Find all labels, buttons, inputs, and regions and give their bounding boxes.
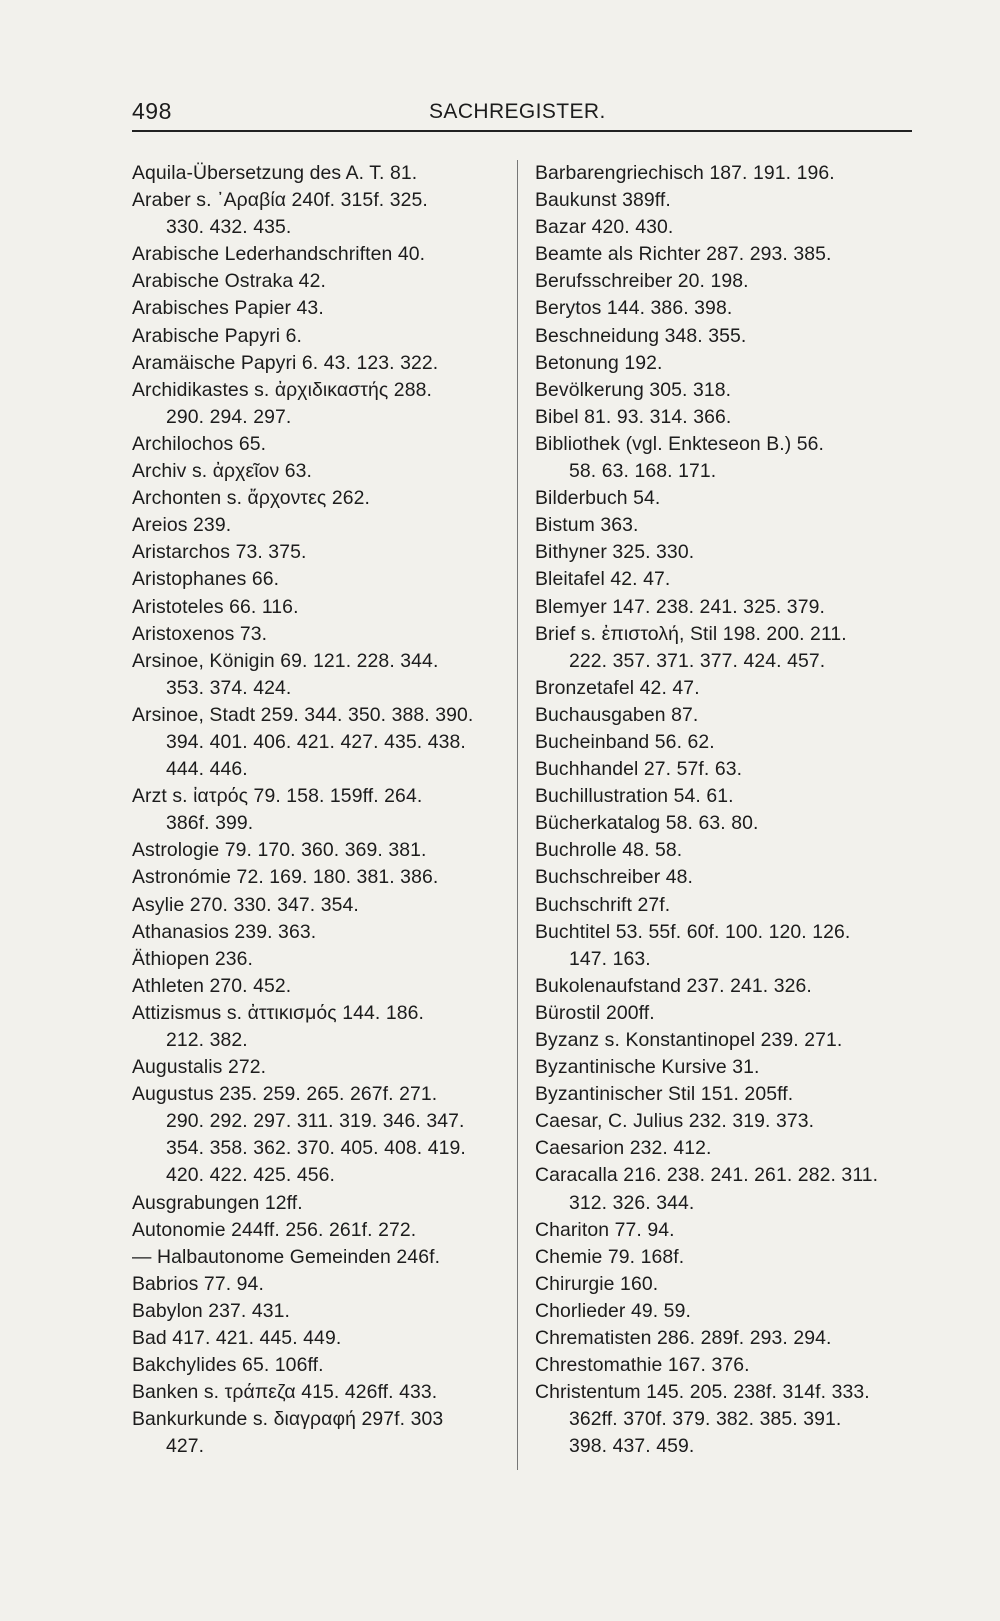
index-entry-line: Buchrolle 48. 58. <box>535 839 683 862</box>
index-entry <box>535 1135 910 1162</box>
index-entry-line: Chrestomathie 167. 376. <box>535 1354 750 1377</box>
index-entry <box>132 187 507 241</box>
index-entry-line: Buchillustration 54. 61. <box>535 785 734 808</box>
index-entry-line: Chariton 77. 94. <box>535 1218 675 1241</box>
index-entry-line: Aristophanes 66. <box>132 568 280 591</box>
index-entry <box>535 566 910 593</box>
index-entry-line: Chemie 79. 168f. <box>535 1245 685 1268</box>
index-entry-line: Archidikastes s. ἀρχιδικαστής 288. <box>132 378 432 401</box>
index-entry-line: Caesarion 232. 412. <box>535 1137 712 1160</box>
index-entry <box>535 892 910 919</box>
index-entry <box>535 1081 910 1108</box>
index-entry <box>132 621 507 648</box>
index-entry <box>132 594 507 621</box>
index-entry-continuation: 212. 382. <box>166 1029 248 1051</box>
index-entry-line: Aramäische Papyri 6. 43. 123. 322. <box>132 351 439 374</box>
index-entry-line: Astrologie 79. 170. 360. 369. 381. <box>132 839 427 862</box>
index-entry <box>535 404 910 431</box>
index-entry-continuation: 147. 163. <box>569 947 651 970</box>
index-entry <box>132 377 507 431</box>
index-entry-line: Ausgrabungen 12ff. <box>132 1191 303 1214</box>
index-entry-line: Bilderbuch 54. <box>535 487 661 510</box>
index-column-right <box>535 160 910 1461</box>
index-entry-line: Baukunst 389ff. <box>535 189 671 212</box>
index-entry-line: Blemyer 147. 238. 241. 325. 379. <box>535 595 825 618</box>
index-entry <box>132 458 507 485</box>
index-entry <box>535 241 910 268</box>
index-entry-line: Babrios 77. 94. <box>132 1272 264 1295</box>
index-entry <box>535 512 910 539</box>
index-entry-line: Arzt s. ἰατρός 79. 158. 159ff. 264. <box>132 785 423 808</box>
index-entry <box>132 512 507 539</box>
index-entry-continuation: 427. <box>166 1435 205 1458</box>
index-entry <box>535 1108 910 1135</box>
index-entry-line: Chrematisten 286. 289f. 293. 294. <box>535 1327 832 1350</box>
index-entry <box>132 160 507 187</box>
index-entry-line: Augustus 235. 259. 265. 267f. 271. <box>132 1083 438 1106</box>
index-entry-line: Aquila-Übersetzung des A. T. 81. <box>132 162 418 184</box>
index-entry <box>535 756 910 783</box>
index-entry <box>132 1054 507 1081</box>
index-entry <box>132 1271 507 1298</box>
index-entry-line: Astronómie 72. 169. 180. 381. 386. <box>132 866 439 889</box>
index-entry-line: Babylon 237. 431. <box>132 1299 291 1322</box>
index-entry-line: Arsinoe, Stadt 259. 344. 350. 388. 390. <box>132 703 474 726</box>
index-entry-line: Asylie 270. 330. 347. 354. <box>132 893 359 916</box>
index-entry-line: Augustalis 272. <box>132 1056 267 1079</box>
index-entry <box>132 566 507 593</box>
index-entry-line: Beschneidung 348. 355. <box>535 324 747 347</box>
index-entry <box>132 648 507 702</box>
index-entry <box>535 1271 910 1298</box>
index-entry <box>132 1379 507 1406</box>
index-entry <box>535 187 910 214</box>
index-entry <box>132 783 507 837</box>
index-entry-line: Brief s. ἐπιστολή, Stil 198. 200. 211. <box>535 622 847 645</box>
index-entry <box>132 1325 507 1352</box>
index-entry-line: Bithyner 325. 330. <box>535 541 695 564</box>
index-entry <box>132 702 507 783</box>
index-entry <box>132 539 507 566</box>
index-entry-continuation: 353. 374. 424. <box>166 676 292 699</box>
index-entry-line: Äthiopen 236. <box>132 947 253 970</box>
index-entry <box>535 1162 910 1216</box>
index-entry-line: Byzanz s. Konstantinopel 239. 271. <box>535 1029 843 1051</box>
index-entry <box>535 485 910 512</box>
index-entry-line: Autonomie 244ff. 256. 261f. 272. <box>132 1218 417 1241</box>
index-entry-line: Barbarengriechisch 187. 191. 196. <box>535 162 835 184</box>
index-entry <box>535 621 910 675</box>
index-entry <box>535 214 910 241</box>
header-rule <box>132 130 912 132</box>
index-entry <box>535 1027 910 1054</box>
index-entry <box>132 1244 507 1271</box>
index-entry-continuation: 58. 63. 168. 171. <box>569 460 717 483</box>
page-number: 498 <box>132 98 172 124</box>
index-entry-line: Buchhandel 27. 57f. 63. <box>535 758 743 781</box>
index-entry <box>535 1000 910 1027</box>
index-entry-line: Chorlieder 49. 59. <box>535 1299 691 1322</box>
index-entry-line: Christentum 145. 205. 238f. 314f. 333. <box>535 1381 870 1404</box>
index-entry-line: Arabische Papyri 6. <box>132 324 303 347</box>
index-entry <box>132 1000 507 1054</box>
index-entry-line: Arsinoe, Königin 69. 121. 228. 344. <box>132 649 439 672</box>
index-entry-continuation: 290. 292. 297. 311. 319. 346. 347. <box>166 1110 465 1133</box>
index-entry <box>535 702 910 729</box>
index-entry <box>132 973 507 1000</box>
index-entry-line: Chirurgie 160. <box>535 1272 659 1295</box>
index-entry <box>132 864 507 891</box>
index-entry <box>132 1406 507 1460</box>
index-entry-line: Bistum 363. <box>535 514 639 537</box>
index-entry <box>535 1217 910 1244</box>
index-entry-line: Araber s. ᾿Αραβία 240f. 315f. 325. <box>132 189 428 212</box>
index-entry <box>535 675 910 702</box>
page-header <box>132 96 912 130</box>
index-entry <box>535 810 910 837</box>
index-entry-continuation: 394. 401. 406. 421. 427. 435. 438. <box>166 730 466 753</box>
index-entry-line: Buchausgaben 87. <box>535 703 699 726</box>
index-entry-line: Athanasios 239. 363. <box>132 920 317 943</box>
index-entry <box>535 431 910 485</box>
index-entry <box>132 1352 507 1379</box>
index-entry-line: Bucheinband 56. 62. <box>535 730 715 753</box>
index-entry-line: Buchtitel 53. 55f. 60f. 100. 120. 126. <box>535 920 851 943</box>
index-entry-line: Berytos 144. 386. 398. <box>535 297 733 320</box>
index-entry-line: Archonten s. ἄρχοντες 262. <box>132 487 371 510</box>
index-entry <box>132 837 507 864</box>
index-entry-continuation: 386f. 399. <box>166 812 254 835</box>
index-entry-line: Bankurkunde s. διαγραφή 297f. 303 <box>132 1408 444 1431</box>
index-entry-line: Arabische Ostraka 42. <box>132 270 326 293</box>
index-entry-line: Betonung 192. <box>535 351 663 374</box>
index-entry-line: Athleten 270. 452. <box>132 974 292 997</box>
index-entry-line: Bücherkatalog 58. 63. 80. <box>535 812 759 835</box>
index-entry <box>535 1298 910 1325</box>
index-entry-continuation: 330. 432. 435. <box>166 216 292 239</box>
index-entry <box>535 864 910 891</box>
index-entry-line: Bürostil 200ff. <box>535 1001 655 1024</box>
index-entry-line: Bevölkerung 305. 318. <box>535 378 732 401</box>
index-entry <box>535 1054 910 1081</box>
index-entry <box>535 1244 910 1271</box>
index-entry-line: Byzantinische Kursive 31. <box>535 1056 760 1079</box>
index-entry <box>535 539 910 566</box>
index-entry-line: Caesar, C. Julius 232. 319. 373. <box>535 1110 815 1133</box>
index-entry <box>535 323 910 350</box>
index-entry-line: Bibel 81. 93. 314. 366. <box>535 405 732 428</box>
index-entry-line: Bazar 420. 430. <box>535 216 674 239</box>
index-entry-continuation: 290. 294. 297. <box>166 405 292 428</box>
index-entry-line: Bibliothek (vgl. Enkteseon B.) 56. <box>535 432 825 455</box>
index-entry <box>535 729 910 756</box>
index-entry <box>132 1081 507 1189</box>
index-entry-line: Berufsschreiber 20. 198. <box>535 270 749 293</box>
index-entry-line: Areios 239. <box>132 514 232 537</box>
index-entry-line: Bukolenaufstand 237. 241. 326. <box>535 974 812 997</box>
index-entry <box>132 323 507 350</box>
index-entry <box>132 485 507 512</box>
index-entry <box>535 973 910 1000</box>
index-entry <box>535 837 910 864</box>
index-entry-line: Archilochos 65. <box>132 432 267 455</box>
index-entry <box>535 295 910 322</box>
index-entry-line: Beamte als Richter 287. 293. 385. <box>535 243 832 266</box>
index-entry <box>535 160 910 187</box>
index-entry-continuation: 312. 326. 344. <box>569 1191 695 1214</box>
index-entry-line: Bad 417. 421. 445. 449. <box>132 1327 342 1350</box>
index-entry-continuation: 354. 358. 362. 370. 405. 408. 419. <box>166 1137 466 1160</box>
index-entry <box>535 268 910 295</box>
index-entry <box>132 919 507 946</box>
index-entry-line: Byzantinischer Stil 151. 205ff. <box>535 1083 794 1106</box>
index-entry-line: Aristarchos 73. 375. <box>132 541 307 564</box>
index-entry <box>535 783 910 810</box>
index-entry-line: Banken s. τράπεζα 415. 426ff. 433. <box>132 1381 438 1404</box>
index-entry <box>132 946 507 973</box>
index-entry-line: Caracalla 216. 238. 241. 261. 282. 311. <box>535 1164 879 1187</box>
index-entry <box>132 1190 507 1217</box>
index-entry-line: Arabisches Papier 43. <box>132 297 324 320</box>
index-entry-line: Buchschreiber 48. <box>535 866 693 889</box>
index-entry <box>132 268 507 295</box>
index-entry-line: Bronzetafel 42. 47. <box>535 676 700 699</box>
index-entry <box>535 1352 910 1379</box>
index-entry-continuation: 420. 422. 425. 456. <box>166 1164 336 1187</box>
index-entry-line: Bakchylides 65. 106ff. <box>132 1354 324 1377</box>
index-entry <box>132 350 507 377</box>
index-entry <box>132 1298 507 1325</box>
index-entry-continuation: 398. 437. 459. <box>569 1435 695 1458</box>
index-entry <box>535 350 910 377</box>
index-entry <box>132 241 507 268</box>
running-head-title: SACHREGISTER. <box>429 100 606 123</box>
index-entry-line: Arabische Lederhandschriften 40. <box>132 243 426 266</box>
index-entry <box>132 295 507 322</box>
index-entry <box>132 1217 507 1244</box>
index-entry-line: Buchschrift 27f. <box>535 893 671 916</box>
index-entry <box>535 919 910 973</box>
index-entry-line: Aristoxenos 73. <box>132 622 268 645</box>
index-entry-line: Archiv s. ἀρχεῖον 63. <box>132 460 313 483</box>
index-entry-continuation: 362ff. 370f. 379. 382. 385. 391. <box>569 1408 842 1431</box>
index-entry-continuation: 222. 357. 371. 377. 424. 457. <box>569 649 826 672</box>
index-entry <box>535 1325 910 1352</box>
index-entry-line: Attizismus s. ἀττικισμός 144. 186. <box>132 1001 424 1024</box>
index-entry <box>132 892 507 919</box>
index-entry <box>535 594 910 621</box>
index-column-left <box>132 160 507 1461</box>
index-entry <box>535 1379 910 1460</box>
index-entry-line: Aristoteles 66. 116. <box>132 595 299 618</box>
index-entry <box>535 377 910 404</box>
index-entry-line: — Halbautonome Gemeinden 246f. <box>132 1245 441 1268</box>
index-entry <box>132 431 507 458</box>
column-divider <box>517 160 518 1470</box>
index-entry-line: Bleitafel 42. 47. <box>535 568 671 591</box>
index-entry-continuation: 444. 446. <box>166 758 248 781</box>
